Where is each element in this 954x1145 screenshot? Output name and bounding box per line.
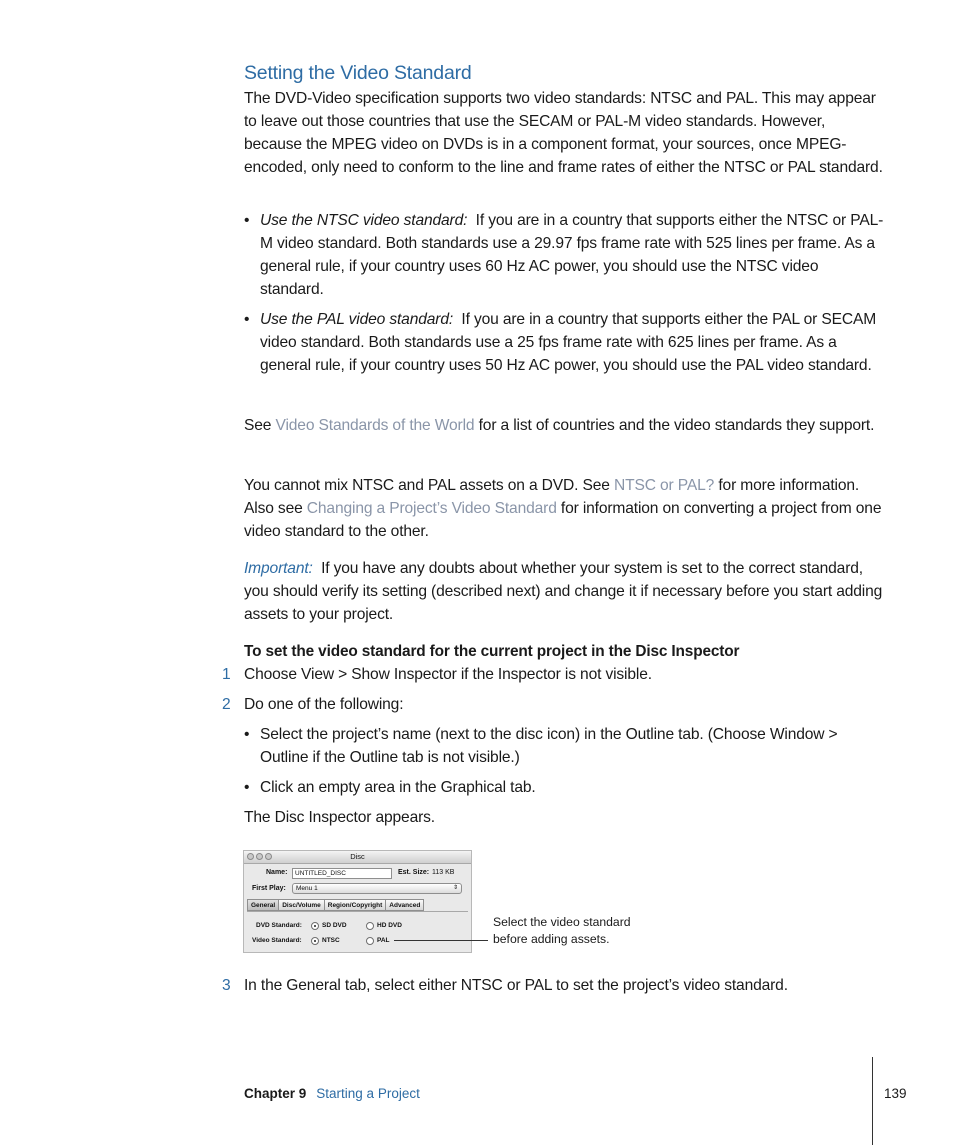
est-size-value: 113 KB	[432, 869, 455, 876]
tab-advanced[interactable]: Advanced	[385, 899, 424, 911]
mix-text-1: You cannot mix NTSC and PAL assets on a DVD. See	[244, 477, 610, 494]
intro-paragraph: The DVD-Video specification supports two video standards: NTSC and PAL. This may appear to leave out those countries that use the SECAM or PAL-M video standards. However, because the MPEG video on DVDs is in a component format, your sources, once MPEG-encoded, only need to conform to the line and frame rates of either the NTSC or PAL standard.	[244, 90, 883, 176]
first-play-popup[interactable]	[292, 883, 462, 894]
inspector-tabs	[247, 899, 423, 911]
important-label: Important:	[244, 560, 313, 577]
name-label: Name:	[266, 869, 288, 876]
first-play-label: First Play:	[252, 885, 286, 892]
mix-paragraph	[244, 474, 884, 543]
bullet-marker: •	[244, 726, 250, 743]
ntsc-label: NTSC	[322, 937, 340, 944]
inspector-title: Disc	[350, 852, 365, 861]
task-title: To set the video standard for the current project in the Disc Inspector	[244, 643, 740, 660]
footer-divider	[872, 1057, 873, 1145]
step-2-text: Do one of the following:	[244, 696, 404, 713]
bullet-text: Click an empty area in the Graphical tab.	[260, 779, 536, 796]
chapter-label: Chapter 9	[244, 1086, 307, 1101]
important-text: If you have any doubts about whether your system is set to the correct standard, you should verify its setting (described next) and change it if necessary before you start adding assets to your project.	[244, 560, 883, 623]
changing-standard-link[interactable]: Changing a Project’s Video Standard	[306, 500, 557, 517]
callout-line	[394, 940, 488, 941]
bullet-marker: •	[244, 779, 250, 796]
see-post: for a list of countries and the video standards they support.	[478, 417, 875, 434]
radio-sd-dvd[interactable]	[311, 922, 319, 930]
name-field[interactable]: UNTITLED_DISC	[292, 868, 392, 879]
dvd-standard-label: DVD Standard:	[256, 922, 302, 929]
pal-label: PAL	[377, 937, 390, 944]
ntsc-or-pal-link[interactable]: NTSC or PAL?	[614, 477, 715, 494]
tab-disc-volume[interactable]: Disc/Volume	[278, 899, 325, 911]
see-pre: See	[244, 417, 272, 434]
page-number: 139	[884, 1086, 907, 1101]
bullet-text: If you are in a country that supports either the PAL or SECAM video standard. Both standards use a 25 fps frame rate with 625 lines per frame. As a general rule, if your country uses 50 Hz AC power, you should use the PAL video standard.	[260, 311, 877, 374]
bullet-marker: •	[244, 212, 250, 229]
est-size-label: Est. Size:	[398, 869, 430, 876]
updown-arrows-icon: ⇕	[452, 885, 458, 891]
sub-bullet-outline	[244, 723, 884, 769]
section-title: Setting the Video Standard	[244, 62, 472, 84]
tab-region-copyright[interactable]: Region/Copyright	[324, 899, 387, 911]
step-number: 3	[222, 977, 231, 994]
video-standards-link[interactable]: Video Standards of the World	[275, 417, 475, 434]
bullet-text: If you are in a country that supports either the NTSC or PAL-M video standard. Both standards use a 29.97 fps frame rate with 525 lines per frame. As a general rule, if your country uses 60 Hz AC power, you should use the NTSC video standard.	[260, 212, 884, 298]
bullet-lead: Use the NTSC video standard:	[260, 212, 468, 229]
callout-text	[493, 914, 631, 948]
bullet-lead: Use the PAL video standard:	[260, 311, 454, 328]
step-1-text: Choose View > Show Inspector if the Inspector is not visible.	[244, 666, 652, 683]
hd-dvd-label: HD DVD	[377, 922, 402, 929]
callout-line-1: Select the video standard	[493, 915, 631, 929]
inspector-appears-text: The Disc Inspector appears.	[244, 809, 435, 826]
step-3-text: In the General tab, select either NTSC or PAL to set the project’s video standard.	[244, 977, 788, 994]
step-number: 1	[222, 666, 231, 683]
radio-ntsc[interactable]	[311, 937, 319, 945]
inspector-titlebar	[244, 851, 471, 864]
radio-hd-dvd[interactable]	[366, 922, 374, 930]
important-paragraph	[244, 557, 884, 626]
chapter-title-link[interactable]: Starting a Project	[316, 1086, 420, 1101]
mix-text-2: for more information. Also see	[244, 477, 860, 517]
bullet-text: Select the project’s name (next to the disc icon) in the Outline tab. (Choose Window > Outline if the Outline tab is not visible.)	[260, 726, 838, 766]
step-number: 2	[222, 696, 231, 713]
sd-dvd-label: SD DVD	[322, 922, 347, 929]
disc-inspector-window	[243, 850, 472, 953]
radio-pal[interactable]	[366, 937, 374, 945]
first-play-value: Menu 1	[296, 885, 318, 892]
bullet-ntsc	[244, 209, 884, 301]
bullet-marker: •	[244, 311, 250, 328]
see-paragraph	[244, 414, 884, 437]
sub-bullet-graphical	[244, 776, 884, 799]
video-standard-label: Video Standard:	[252, 937, 302, 944]
footer-chapter	[244, 1086, 420, 1101]
callout-line-2: before adding assets.	[493, 932, 610, 946]
mix-text-3: for information on converting a project from one video standard to the other.	[244, 500, 882, 540]
bullet-pal	[244, 308, 884, 377]
tab-general[interactable]: General	[247, 899, 279, 911]
